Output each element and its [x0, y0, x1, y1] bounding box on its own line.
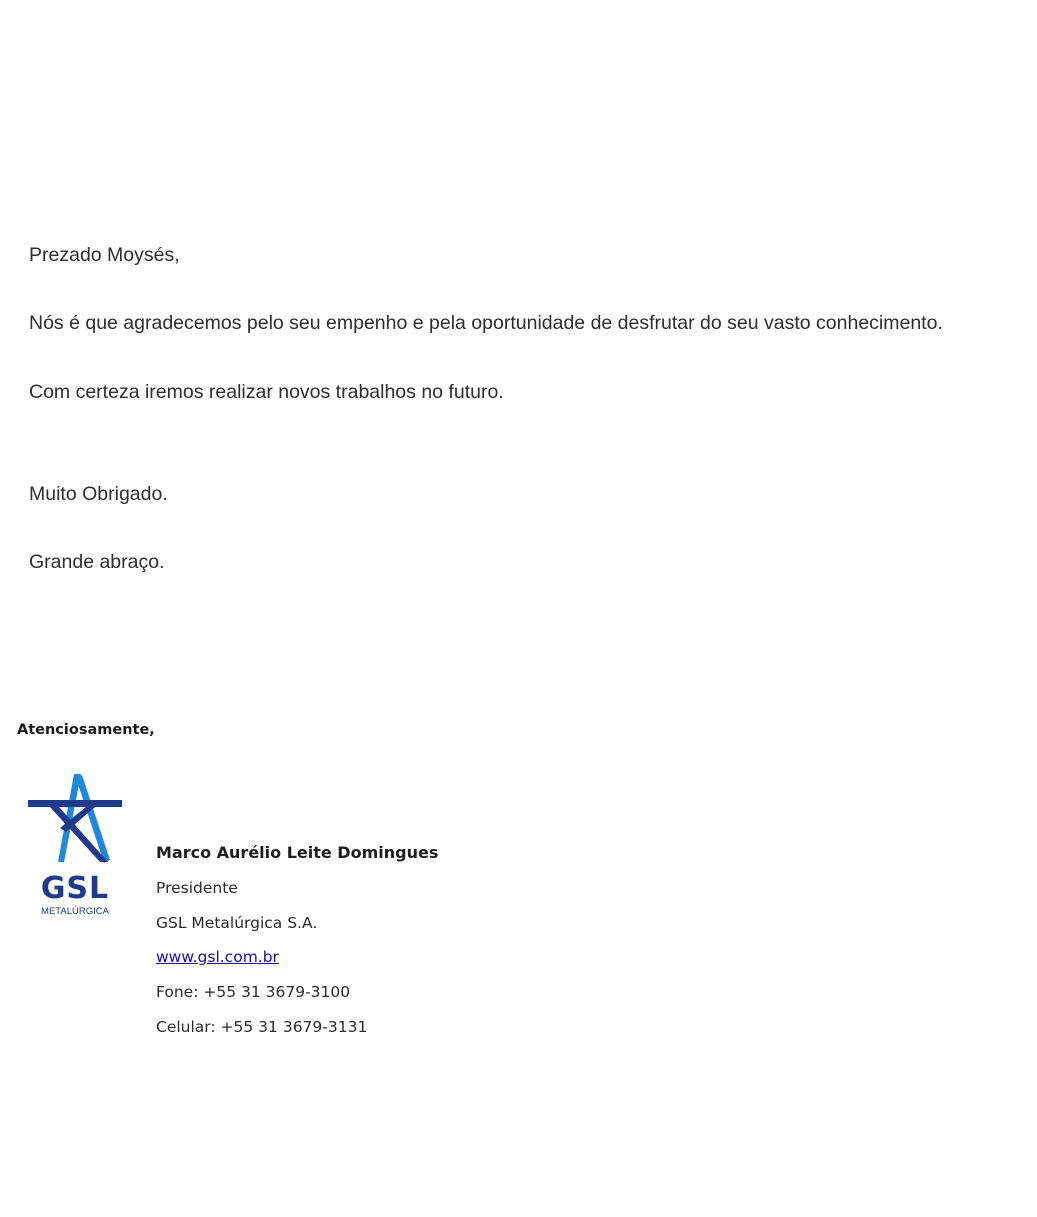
logo-wordmark: GSL [40, 871, 110, 906]
signature-company: GSL Metalúrgica S.A. [156, 914, 318, 932]
signature-role: Presidente [156, 879, 238, 897]
closing-text: Atenciosamente, [17, 722, 155, 738]
logo-tagline: METALÚRGICA [41, 906, 109, 917]
signature-phone: Fone: +55 31 3679-3100 [156, 983, 351, 1001]
thanks-text: Muito Obrigado. [29, 483, 168, 505]
message-paragraph: Nós é que agradecemos pelo seu empenho e pela oportunidade de desfrutar do seu vasto conhecimento. [29, 312, 943, 334]
signature-mobile: Celular: +55 31 3679-3131 [156, 1018, 368, 1036]
signature-name: Marco Aurélio Leite Domingues [156, 843, 439, 862]
company-logo [26, 770, 126, 920]
website-link[interactable]: www.gsl.com.br [156, 948, 279, 966]
message-paragraph: Com certeza iremos realizar novos trabalhos no futuro. [29, 381, 504, 403]
farewell-text: Grande abraço. [29, 551, 165, 573]
gsl-star-logo-icon [26, 770, 126, 920]
greeting-text: Prezado Moysés, [29, 244, 180, 266]
